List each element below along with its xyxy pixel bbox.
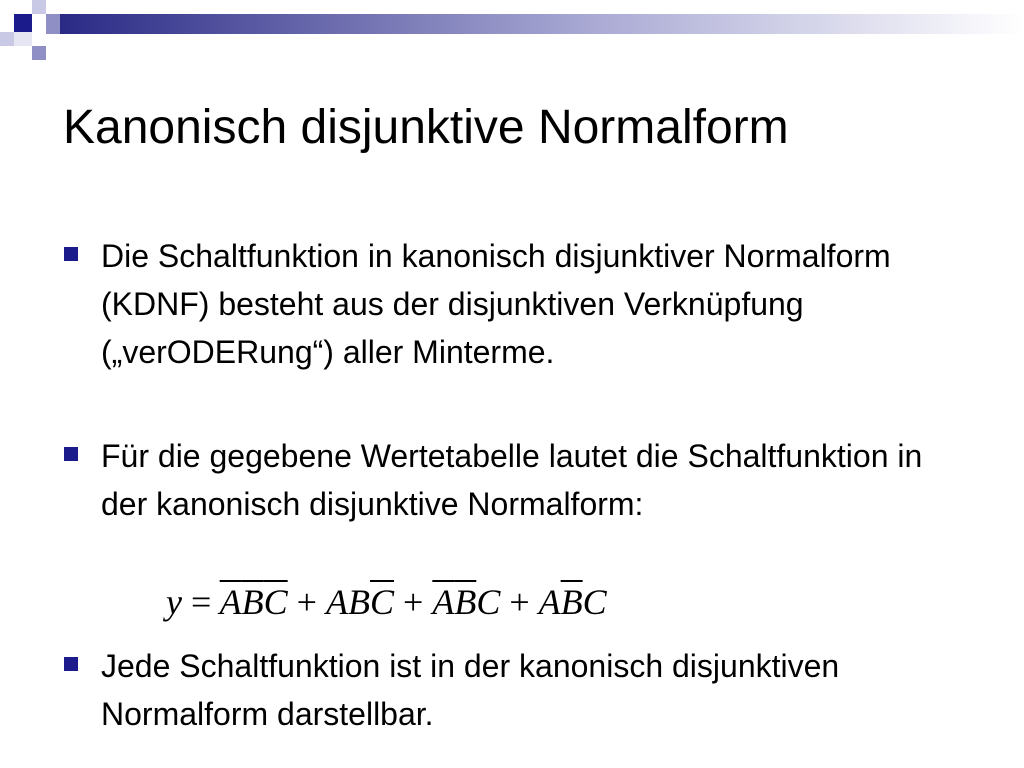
- negated-variable: $\overline{C}$: [263, 582, 288, 622]
- formula-equals: =: [190, 582, 212, 622]
- slide-title: Kanonisch disjunktive Normalform: [63, 101, 789, 154]
- formula-minterm: [432, 582, 500, 622]
- variable: A: [538, 582, 561, 622]
- variable: A: [325, 582, 348, 622]
- bullet-text: Jede Schaltfunktion ist in der kanonisch disjunktiven Normalform darstellbar.: [101, 648, 840, 732]
- deco-square: [0, 32, 14, 46]
- deco-square: [32, 46, 46, 60]
- negated-variable: $\overline{B}$: [560, 582, 583, 622]
- negated-variable: $\overline{A}$: [432, 582, 455, 622]
- formula-lhs: y: [166, 582, 182, 622]
- deco-square: [0, 0, 14, 14]
- negated-variable: $\overline{A}$: [219, 582, 242, 622]
- variable: C: [582, 582, 607, 622]
- header-band-graphic: [0, 0, 1024, 64]
- deco-square: [32, 0, 46, 14]
- formula-plus: +: [287, 582, 326, 622]
- header-gradient-band: [60, 14, 1024, 34]
- bullet-square-icon: [64, 657, 78, 671]
- formula-plus: +: [500, 582, 539, 622]
- formula-plus: +: [394, 582, 433, 622]
- negated-variable: $\overline{C}$: [369, 582, 394, 622]
- deco-square: [14, 32, 32, 46]
- variable: B: [347, 582, 370, 622]
- bullet-text: Die Schaltfunktion in kanonisch disjunktiver Normalform (KDNF) besteht aus der disjunktiven Verknüpfung („verODERung“) aller Minterme.: [101, 238, 891, 370]
- formula-minterm: [539, 582, 607, 622]
- bullet-square-icon: [64, 447, 78, 461]
- negated-variable: $\overline{B}$: [454, 582, 477, 622]
- kdnf-formula: [166, 572, 607, 632]
- bullet-text: Für die gegebene Wertetabelle lautet die Schaltfunktion in der kanonisch disjunktive Normalform:: [101, 438, 923, 522]
- formula-terms: [220, 582, 607, 622]
- negated-variable: $\overline{B}$: [241, 582, 264, 622]
- formula-minterm: [220, 582, 288, 622]
- deco-square: [14, 14, 32, 32]
- corner-decoration: [0, 0, 1024, 64]
- variable: C: [476, 582, 501, 622]
- formula-minterm: [326, 582, 394, 622]
- bullet-square-icon: [64, 247, 78, 261]
- deco-square: [46, 14, 60, 34]
